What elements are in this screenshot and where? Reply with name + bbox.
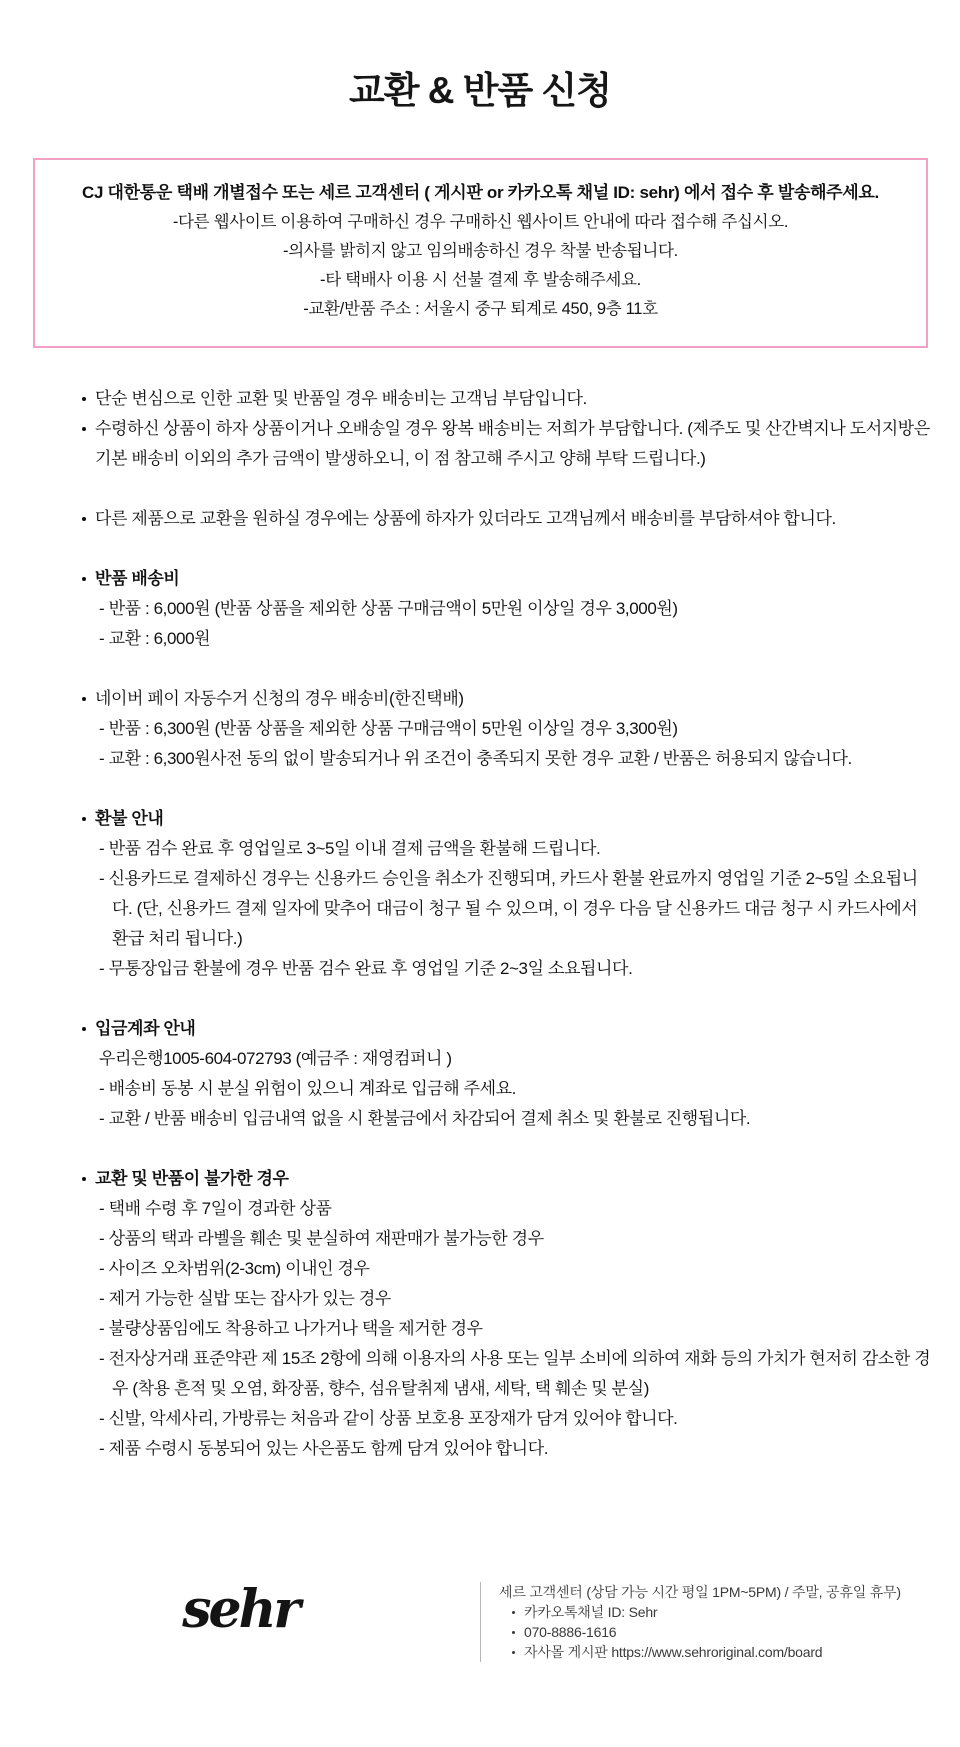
footer-logo-area	[0, 1579, 480, 1640]
policy-line: - 상품의 택과 라벨을 훼손 및 분실하여 재판매가 불가능한 경우	[99, 1229, 544, 1248]
page-title: 교환 & 반품 신청	[348, 70, 611, 111]
policy-line: - 교환 : 6,000원	[99, 629, 211, 648]
footer-contact-item: 카카오톡채널 ID: Sehr	[499, 1602, 901, 1622]
shipping-notice-box	[33, 158, 928, 348]
notice-headline: CJ 대한통운 택배 개별접수 또는 세르 고객센터 ( 게시판 or 카카오톡 채널 ID: sehr) 에서 접수 후 발송해주세요.	[82, 183, 879, 202]
customer-center-hours: 세르 고객센터 (상담 가능 시간 평일 1PM~5PM) / 주말, 공휴일 휴무)	[499, 1584, 901, 1600]
notice-line: -다른 웹사이트 이용하여 구매하신 경우 구매하신 웹사이트 안내에 따라 접수해 주십시오.	[172, 213, 789, 231]
policy-line: - 무통장입금 환불에 경우 반품 검수 완료 후 영업일 기준 2~3일 소요됩니다.	[99, 959, 633, 978]
policy-line: - 전자상거래 표준약관 제 15조 2항에 의해 이용자의 사용 또는 일부 소비에 의하여 재화 등의 가치가 현저히 감소한 경우 (착용 흔적 및 오염, 화장품, 향수, 섬유탈취제 냄새, 세탁, 택 훼손 및 분실)	[99, 1349, 931, 1398]
policy-section-heading: 환불 안내	[81, 804, 932, 834]
policy-line: - 신발, 악세사리, 가방류는 처음과 같이 상품 보호용 포장재가 담겨 있어야 합니다.	[99, 1409, 678, 1428]
policy-line: - 배송비 동봉 시 분실 위험이 있으니 계좌로 입금해 주세요.	[99, 1079, 516, 1098]
board-link[interactable]: 자사몰 게시판 https://www.sehroriginal.com/board	[499, 1642, 901, 1662]
policy-line: - 사이즈 오차범위(2-3cm) 이내인 경우	[99, 1259, 370, 1278]
policy-line: 수령하신 상품이 하자 상품이거나 오배송일 경우 왕복 배송비는 저희가 부담합니다. (제주도 및 산간벽지나 도서지방은 기본 배송비 이외의 추가 금액이 발생하오니, 이 점 참고해 주시고 양해 부탁 드립니다.)	[81, 414, 932, 474]
policy-line: - 반품 검수 완료 후 영업일로 3~5일 이내 결제 금액을 환불해 드립니다.	[99, 839, 601, 858]
policy-line: 단순 변심으로 인한 교환 및 반품일 경우 배송비는 고객님 부담입니다.	[81, 384, 932, 414]
brand-logo: sehr	[182, 1579, 298, 1640]
policy-list	[81, 384, 932, 1464]
policy-gap	[81, 474, 932, 504]
policy-gap	[81, 1134, 932, 1164]
footer-contact-block	[480, 1582, 901, 1662]
notice-line: -타 택배사 이용 시 선불 결제 후 발송해주세요.	[320, 271, 641, 289]
policy-line: 우리은행1005-604-072793 (예금주 : 재영컴퍼니 )	[99, 1049, 452, 1068]
policy-line: - 제거 가능한 실밥 또는 잡사가 있는 경우	[99, 1289, 391, 1308]
policy-gap	[81, 654, 932, 684]
notice-line: -의사를 밝히지 않고 임의배송하신 경우 착불 반송됩니다.	[283, 242, 678, 260]
policy-line: 네이버 페이 자동수거 신청의 경우 배송비(한진택배)	[81, 684, 932, 714]
policy-gap	[81, 774, 932, 804]
policy-section-heading: 교환 및 반품이 불가한 경우	[81, 1164, 932, 1194]
policy-line: - 제품 수령시 동봉되어 있는 사은품도 함께 담겨 있어야 합니다.	[99, 1439, 549, 1458]
policy-line: - 반품 : 6,300원 (반품 상품을 제외한 상품 구매금액이 5만원 이상일 경우 3,300원)	[99, 719, 678, 738]
policy-line: - 반품 : 6,000원 (반품 상품을 제외한 상품 구매금액이 5만원 이상일 경우 3,000원)	[99, 599, 678, 618]
policy-line: 다른 제품으로 교환을 원하실 경우에는 상품에 하자가 있더라도 고객님께서 배송비를 부담하셔야 합니다.	[81, 504, 932, 534]
policy-section-heading: 입금계좌 안내	[81, 1014, 932, 1044]
policy-line: - 신용카드로 결제하신 경우는 신용카드 승인을 취소가 진행되며, 카드사 환불 완료까지 영업일 기준 2~5일 소요됩니다. (단, 신용카드 결제 일자에 맞추어 대금이 청구 될 수 있으며, 이 경우 다음 달 신용카드 대금 청구 시 카드사에서 환급 처리 됩니다.)	[99, 869, 918, 948]
footer-contact-items	[499, 1602, 901, 1662]
notice-line: -교환/반품 주소 : 서울시 중구 퇴계로 450, 9층 11호	[303, 300, 658, 318]
footer-contact-item: 070-8886-1616	[499, 1622, 901, 1642]
policy-line: - 교환 / 반품 배송비 입금내역 없을 시 환불금에서 차감되어 결제 취소 및 환불로 진행됩니다.	[99, 1109, 751, 1128]
policy-line: - 불량상품임에도 착용하고 나가거나 택을 제거한 경우	[99, 1319, 483, 1338]
policy-section-heading: 반품 배송비	[81, 564, 932, 594]
footer	[0, 1579, 960, 1706]
policy-line: - 택배 수령 후 7일이 경과한 상품	[99, 1199, 332, 1218]
policy-gap	[81, 984, 932, 1014]
policy-gap	[81, 534, 932, 564]
policy-line: - 교환 : 6,300원사전 동의 없이 발송되거나 위 조건이 충족되지 못한 경우 교환 / 반품은 허용되지 않습니다.	[99, 749, 852, 768]
